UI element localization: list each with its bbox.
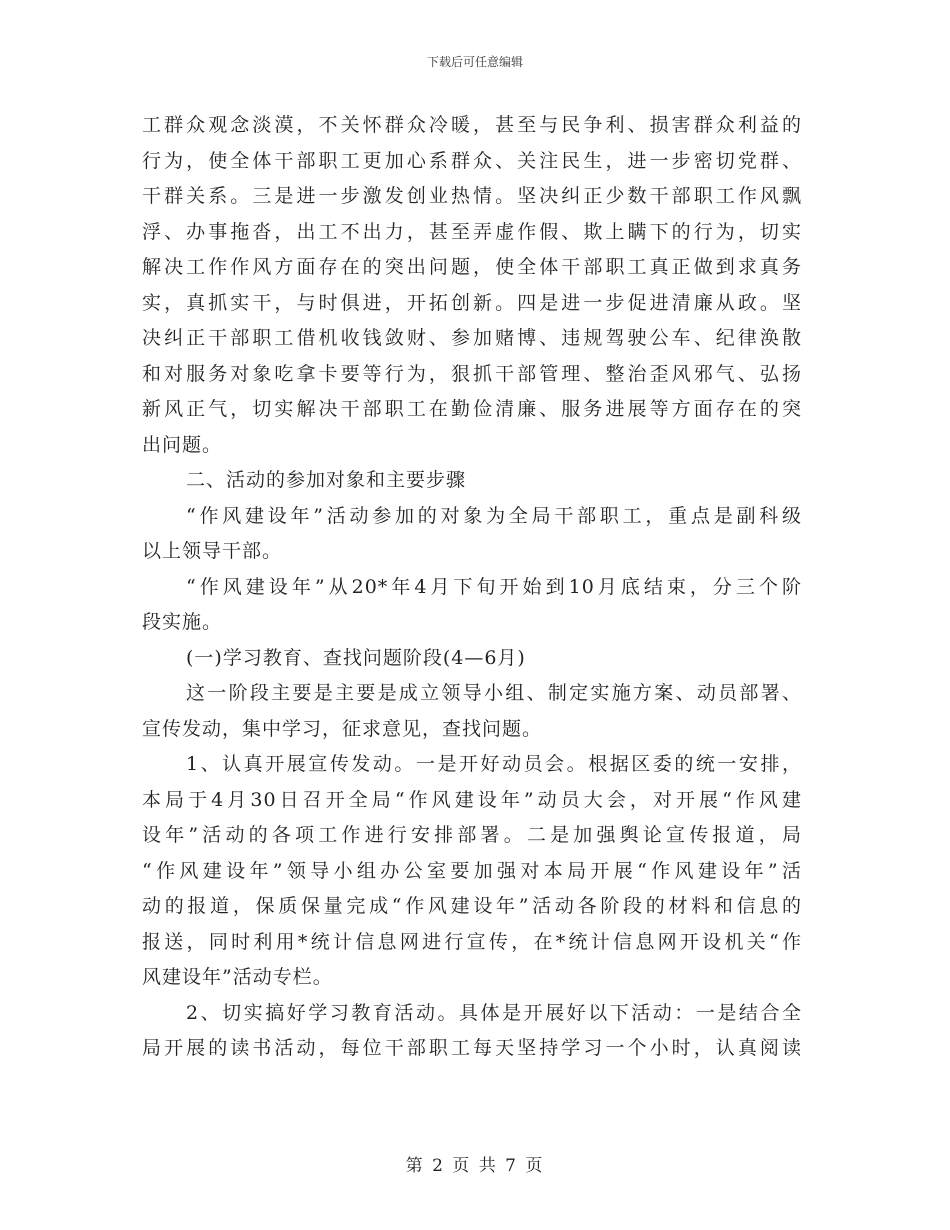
text-line: 和对服务对象吃拿卡要等行为，狠抓干部管理、整治歪风邪气、弘扬 (142, 362, 802, 385)
document-body (142, 108, 802, 1067)
text-line: 行为，使全体干部职工更加心系群众、关注民生，进一步密切党群、 (142, 149, 802, 172)
page-footer: 第 2 页 共 7 页 (405, 1156, 545, 1176)
text-line: 出问题。 (142, 433, 223, 456)
text-line: 风建设年”活动专栏。 (142, 966, 333, 988)
text-line: “作风建设年”领导小组办公室要加强对本局开展“作风建设年”活 (142, 859, 802, 882)
text-line: 报送，同时利用*统计信息网进行宣传，在*统计信息网开设机关“作 (142, 930, 802, 953)
text-line: “作风建设年”从20*年4月下旬开始到10月底结束，分三个阶 (186, 575, 802, 598)
text-line: 1、认真开展宣传发动。一是开好动员会。根据区委的统一安排， (186, 753, 802, 775)
text-line: 宣传发动，集中学习，征求意见，查找问题。 (142, 717, 543, 740)
text-line: 决纠正干部职工借机收钱敛财、参加赌博、违规驾驶公车、纪律涣散 (142, 327, 802, 349)
text-line: (一)学习教育、查找问题阶段(4—6月) (186, 646, 526, 669)
text-line: 新风正气，切实解决干部职工在勤俭清廉、服务进展等方面存在的突 (142, 398, 802, 420)
text-line: 实，真抓实干，与时俱进，开拓创新。四是进一步促进清廉从政。坚 (142, 291, 802, 314)
text-line: 段实施。 (142, 611, 223, 633)
text-line: 以上领导干部。 (142, 540, 283, 562)
text-line: 这一阶段主要是主要是成立领导小组、制定实施方案、动员部署、 (186, 682, 802, 704)
text-line: 浮、办事拖沓，出工不出力，甚至弄虚作假、欺上瞒下的行为，切实 (142, 220, 802, 243)
text-line: 工群众观念淡漠，不关怀群众冷暖，甚至与民争利、损害群众利益的 (142, 114, 802, 136)
text-line: 局开展的读书活动，每位干部职工每天坚持学习一个小时，认真阅读 (142, 1037, 802, 1059)
text-line: “作风建设年”活动参加的对象为全局干部职工，重点是副科级 (186, 504, 802, 527)
text-line: 设年”活动的各项工作进行安排部署。二是加强舆论宣传报道，局 (142, 824, 802, 846)
text-line: 动的报道，保质保量完成“作风建设年”活动各阶段的材料和信息的 (142, 895, 802, 917)
text-line: 二、活动的参加对象和主要步骤 (186, 469, 467, 491)
text-line: 2、切实搞好学习教育活动。具体是开展好以下活动：一是结合全 (186, 1001, 802, 1024)
text-line: 干群关系。三是进一步激发创业热情。坚决纠正少数干部职工作风飘 (142, 185, 802, 207)
text-line: 解决工作作风方面存在的突出问题，使全体干部职工真正做到求真务 (142, 256, 802, 278)
text-line: 本局于4月30日召开全局“作风建设年”动员大会，对开展“作风建 (142, 788, 802, 811)
page-header: 下载后可任意编辑 (426, 55, 523, 69)
